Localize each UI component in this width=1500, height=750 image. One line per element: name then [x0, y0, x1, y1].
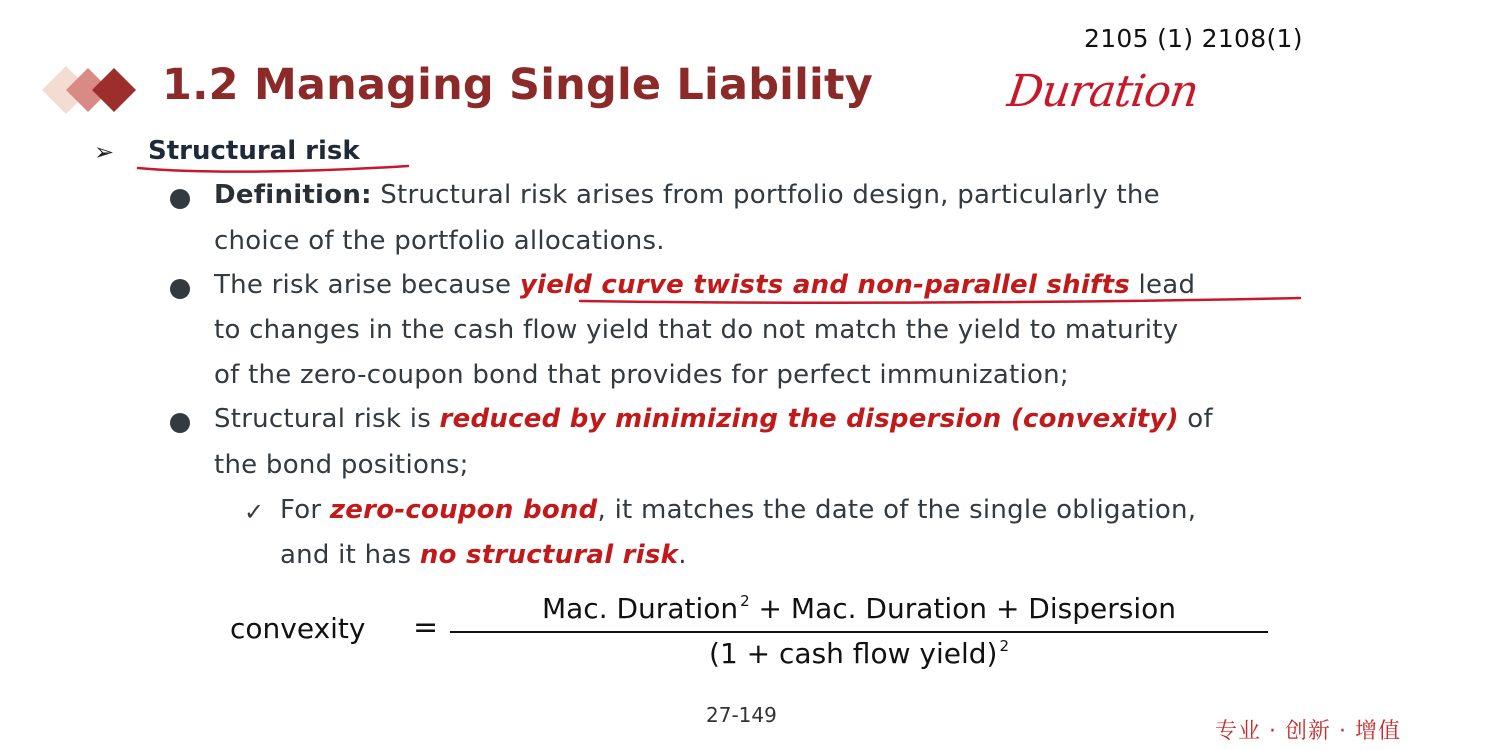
sub-point-line-1 — [280, 495, 1196, 525]
definition-line-1 — [214, 180, 1160, 210]
sub-point-text-post: , it matches the date of the single obligation, — [597, 495, 1197, 525]
fraction-bar — [450, 631, 1268, 633]
cause-emphasis: yield curve twists and non-parallel shifts — [519, 270, 1131, 300]
title-diamond-icon — [36, 60, 156, 120]
numerator-term-1: Mac. Duration — [541, 592, 739, 625]
formula-numerator — [450, 592, 1268, 625]
reduction-line-1 — [214, 404, 1213, 434]
handwritten-note: Duration — [1004, 66, 1202, 117]
numerator-exponent: 2 — [740, 592, 750, 610]
exam-reference: 2105 (1) 2108(1) — [1084, 24, 1303, 53]
cause-text-post: lead — [1130, 270, 1196, 300]
bullet-dot — [170, 279, 190, 299]
page-number: 27-149 — [706, 703, 777, 727]
reduction-line-2: the bond positions; — [214, 450, 469, 480]
cause-line-3: of the zero-coupon bond that provides for perfect immunization; — [214, 360, 1069, 390]
checkmark-icon: ✓ — [244, 498, 265, 526]
sub-point-emphasis-2: no structural risk — [419, 540, 679, 570]
bullet-dot — [170, 413, 190, 433]
denominator-term: (1 + cash flow yield) — [709, 637, 998, 670]
reduction-emphasis: reduced by minimizing the dispersion (convexity) — [439, 404, 1179, 434]
cause-line-1 — [214, 270, 1195, 300]
slide-title: 1.2 Managing Single Liability — [162, 60, 873, 110]
reduction-text-post: of — [1178, 404, 1213, 434]
footer-slogan: 专业 · 创新 · 增值 — [1215, 719, 1401, 744]
sub-point-text-pre: For — [280, 495, 330, 525]
numerator-term-2: + Mac. Duration + Dispersion — [749, 592, 1176, 625]
reduction-text-pre: Structural risk is — [214, 404, 440, 434]
definition-label: Definition: — [214, 180, 372, 210]
cause-line-2: to changes in the cash flow yield that do not match the yield to maturity — [214, 315, 1179, 345]
definition-text: Structural risk arises from portfolio design, particularly the — [371, 180, 1160, 210]
section-arrow-icon: ➢ — [94, 138, 115, 166]
sub-point-text-2-post: . — [678, 540, 687, 570]
diamond-dark — [92, 68, 136, 112]
denominator-exponent: 2 — [999, 637, 1009, 655]
bullet-dot — [170, 189, 190, 209]
formula-lhs: convexity — [230, 612, 366, 645]
sub-point-text-2-pre: and it has — [280, 540, 420, 570]
sub-point-line-2 — [280, 540, 687, 570]
sub-point-emphasis: zero-coupon bond — [329, 495, 598, 525]
formula-denominator — [450, 637, 1268, 670]
section-heading: Structural risk — [148, 136, 360, 166]
formula-equals: = — [413, 610, 439, 645]
definition-line-2: choice of the portfolio allocations. — [214, 226, 665, 256]
cause-text-pre: The risk arise because — [214, 270, 520, 300]
